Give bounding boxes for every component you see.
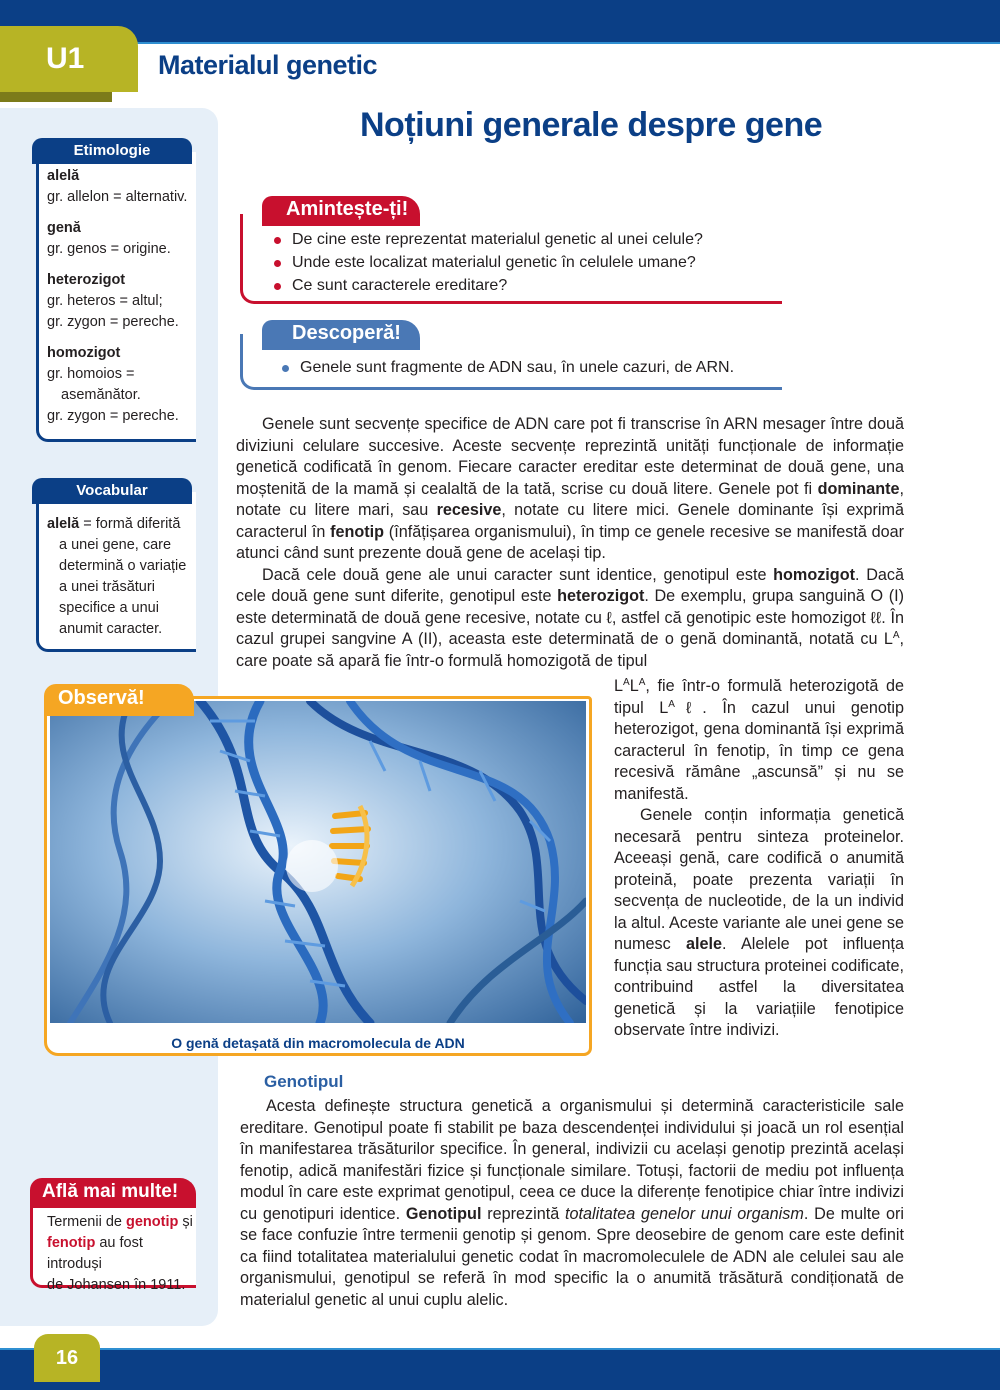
learn-more-box (30, 1196, 196, 1293)
remember-item-text: De cine este reprezentat materialul genetic al unei celule? (292, 231, 703, 248)
text-span: Genele sunt secvențe specifice de ADN care pot fi transcrise în ARN mesager între două diviziuni celulare succesive. Aceste secvențe reprezintă unități funcționale de informație genetică codificată în genom. Fiecare caracter ereditar este determinat de două gene, una moștenită de la mamă și cealaltă de la tată, scrise cu două litere. Genele pot fi (236, 415, 904, 498)
vocabulary-heading: Vocabular (32, 478, 192, 504)
right-column-text (614, 676, 904, 1042)
text-span: , notate cu litere mici. Genele dominante își exprimă caracterul în (236, 501, 904, 541)
figure-caption: O genă detașată din macromolecula de ADN (171, 1035, 465, 1051)
ety-term: genă (47, 220, 81, 236)
ety-line: asemănător. (61, 387, 141, 403)
text-span: . Alelele pot influența funcția sau structura proteinei codificate, contribuind astfel la diversitatea genetică și la variațiile fenotipice observate între indivizi. (614, 935, 904, 1039)
ety-line: gr. genos = origine. (47, 241, 171, 257)
learn-more-line (47, 1233, 196, 1275)
superscript: A (638, 677, 646, 688)
paragraph-zygosity-cont (614, 676, 904, 805)
bottom-band (0, 1350, 1000, 1390)
observe-heading: Observă! (44, 684, 194, 716)
text-span: și (178, 1214, 193, 1230)
paragraph-zygosity (236, 565, 904, 673)
page-title: Noțiuni generale despre gene (360, 106, 823, 144)
ety-line: gr. homoios = (47, 366, 135, 382)
paragraph-genes (236, 414, 904, 565)
bullet-dot (274, 237, 281, 244)
text-span: Termenii de (47, 1214, 126, 1230)
term-dominant: dominante (817, 479, 900, 498)
etymology-heading: Etimologie (32, 138, 192, 164)
ety-term: heterozigot (47, 272, 126, 288)
observe-figure (44, 696, 592, 1056)
term-phenotype: fenotip (330, 522, 385, 541)
chapter-title: Materialul genetic (158, 50, 378, 80)
etymology-box (36, 152, 196, 442)
bullet-dot (274, 283, 281, 290)
bullet-dot (282, 365, 289, 372)
bullet-dot (274, 260, 281, 267)
text-span: Genele conțin informația genetică necesară pentru sinteza proteinelor. Aceeași genă, care codifică o anumită proteină, poate prezenta variații în secvența de nucleotide, de la un individ la altul. Aceste variante ale unei gene se numesc (614, 806, 904, 953)
vocab-line: anumit caracter. (59, 621, 163, 637)
remember-item (270, 251, 703, 274)
highlight-phenotype: fenotip (47, 1235, 96, 1251)
text-span: . Dacă cele două gene sunt diferite, genotipul este (236, 565, 904, 605)
remember-item-text: Ce sunt caracterele ereditare? (292, 277, 508, 294)
remember-item (270, 274, 703, 297)
remember-item (270, 228, 703, 251)
genotype-paragraph (240, 1096, 904, 1311)
superscript: A (623, 677, 630, 688)
text-span: , care poate să apară fie într-o formulă homozigotă de tipul (236, 630, 904, 670)
text-span: Acesta definește structura genetică a organismului și determină caracteristicile sale ereditare. Genotipul poate fi stabilit pe baza descendenței individului și joacă un rol esențial în manifestarea trăsăturilor specifice. În general, indivizii cu același genotip prezintă același fenotip, adică manifestări fizice și funcționale similare. Totuși, factorii de mediu pot influența modul în care este exprimat genotipul, ceea ce duce la diferențe fenotipice chiar între indivizi cu genotipuri identice. (240, 1097, 904, 1223)
learn-more-line: de Johansen în 1911. (47, 1277, 186, 1293)
ety-entry-homozygote (47, 343, 197, 427)
learn-more-line (47, 1212, 196, 1233)
vocab-line: specifice a unui (59, 600, 159, 616)
discover-heading: Descoperă! (262, 320, 420, 350)
ety-term: homozigot (47, 345, 121, 361)
term-heterozygous: heterozigot (557, 587, 645, 605)
top-accent-line (0, 42, 1000, 44)
ety-line: gr. zygon = pereche. (47, 408, 179, 424)
text-span: L (614, 677, 624, 695)
term-recessive: recesive (436, 501, 502, 519)
discover-item (278, 356, 734, 379)
term-homozygous: homozigot (773, 565, 855, 584)
vocab-first-line (47, 514, 197, 535)
unit-badge: U1 (0, 26, 138, 92)
learn-more-heading: Află mai multe! (30, 1178, 196, 1208)
definition-italic: totalitatea genelor unui organism (565, 1204, 804, 1223)
remember-list (270, 228, 703, 297)
ety-term: alelă (47, 168, 80, 184)
vocabulary-box (36, 492, 196, 652)
vocab-line: a unei trăsături (59, 579, 155, 595)
text-span: (înfățișarea organismului), în timp ce genele recesive se manifestă doar atunci când sunt prezente două gene de același tip. (236, 522, 904, 562)
text-span: au fost introduși (47, 1235, 143, 1272)
etymology-list (47, 166, 197, 427)
remember-heading: Amintește-ți! (262, 196, 420, 226)
dna-illustration (50, 701, 586, 1023)
ety-line: gr. allelon = alternativ. (47, 189, 188, 205)
vocab-line: = formă diferită (83, 516, 181, 532)
vocab-line: a unei gene, care (59, 537, 172, 553)
vocabulary-text (47, 514, 197, 640)
vocab-term: alelă (47, 516, 80, 532)
paragraph-alleles (614, 805, 904, 1042)
text-span: reprezintă (481, 1204, 566, 1223)
ety-entry-gene (47, 218, 197, 260)
highlight-genotype: genotip (125, 1214, 179, 1230)
superscript: A (892, 630, 900, 641)
ety-entry-heterozygote (47, 270, 197, 333)
genotype-heading: Genotipul (264, 1072, 344, 1091)
superscript: A (668, 698, 675, 710)
text-span: , fie într-o formulă heterozigotă de tipul L (614, 677, 904, 717)
text-span: ℓ. În cazul unui genotip heterozigot, gena dominantă își exprimă caracterul în fenotip, în timp ce gena recesivă rămâne „ascunsă” și nu se manifestă. (614, 698, 904, 803)
discover-item-text: Genele sunt fragmente de ADN sau, în unele cazuri, de ARN. (300, 359, 735, 376)
ety-line: gr. heteros = altul; (47, 293, 163, 309)
page-number: 16 (34, 1334, 100, 1382)
ety-entry-allele (47, 166, 197, 208)
unit-badge-shadow (0, 92, 112, 102)
paragraph-genotype (240, 1096, 904, 1311)
text-span: . De multe ori se face confuzie între termenii genotip și genom. Spre deosebire de genom care este definit ca fiind totalitatea materialului genetic codat în macromoleculele de ADN ale celulei sau ale organismului, genotipul se referă în mod specific la o anumită trăsătură condiționată de materialul genetic al unui cuplu alelic. (240, 1204, 904, 1309)
term-alleles: alele (686, 935, 723, 953)
discover-list (278, 356, 734, 379)
text-span: Dacă cele două gene ale unui caracter sunt identice, genotipul este (262, 565, 774, 584)
intro-paragraphs (236, 414, 904, 672)
ety-line: gr. zygon = pereche. (47, 314, 179, 330)
text-span: L (629, 677, 639, 695)
remember-item-text: Unde este localizat materialul genetic în celulele umane? (292, 254, 696, 271)
vocab-line: determină o variație (59, 558, 187, 574)
term-genotype: Genotipul (405, 1204, 482, 1223)
top-band (0, 0, 1000, 42)
text-span: . De exemplu, grupa sanguină O (I) este determinată de două gene recesive, notate cu ℓ, astfel că genotipic este homozigot ℓℓ. În cazul grupei sangvine A (II), aceasta este determinată de o genă dominantă, notată cu L (236, 587, 904, 648)
text-span: , notate cu litere mari, sau (236, 479, 904, 519)
